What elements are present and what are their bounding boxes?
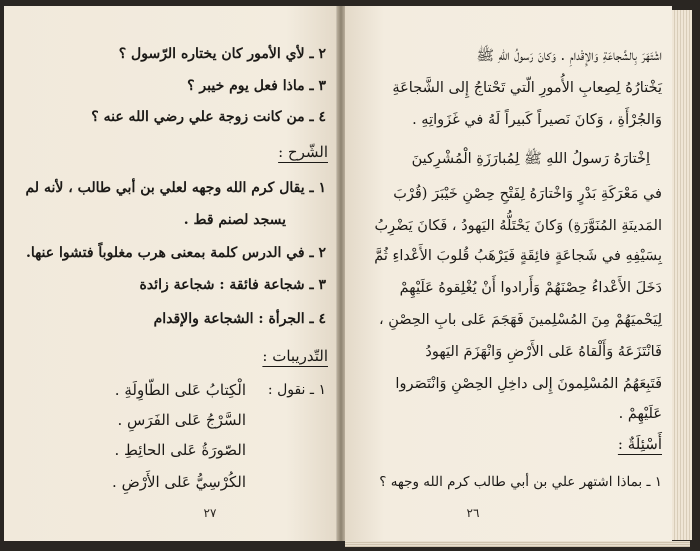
drills-heading: التّدريبات : <box>262 347 328 365</box>
questions-heading: أَسْئِلَةٌ : <box>617 435 662 453</box>
text-line-5: في مَعْرَكَةِ بَدْرٍ وَاخْتارَهُ لِفَتْحِ حِصْنِ خَيْبَرَ (قُرْبَ <box>393 186 662 202</box>
page-edges <box>672 10 692 540</box>
drill-sentence-2: السَّرْجُ عَلى الفَرَسِ . <box>117 411 246 429</box>
question-4: ٤ ـ من كانت زوجة علي رضي الله عنه ؟ <box>91 109 326 125</box>
page-edges-bottom <box>345 541 690 547</box>
drill-sentence-4: الكُرْسِيُّ عَلى الأَرْضِ . <box>112 473 246 491</box>
text-line-10: فَانْتَزَعَهُ وَأَلْقاهُ عَلى الأَرْضِ وَانْهَزَمَ اليَهودُ <box>425 344 662 360</box>
sharh-line-4: ٤ ـ الجرأة : الشجاعة والإقدام <box>153 311 326 327</box>
sharh-line-1-cont: يسجد لصنم قط . <box>183 212 286 228</box>
text-line-8: دَخَلَ الأَعْداءُ حِصْنَهُمْ وَأَرادوا أَنْ يُغْلِقوهُ عَلَيْهِمْ <box>399 280 662 296</box>
right-page <box>345 6 672 541</box>
drill-sentence-1: الْكِتابُ عَلى الطّاوِلَةِ . <box>114 381 246 399</box>
sharh-heading: الشّرح : <box>278 143 328 161</box>
sharh-line-2: ٢ ـ في الدرس كلمة بمعنى هرب مغلوباً فتشوا عنها. <box>25 245 326 261</box>
drill-sentence-3: الصّورَةُ عَلى الحائِطِ . <box>114 441 246 459</box>
sharh-line-3: ٣ ـ شجاعة فائقة : شجاعة زائدة <box>139 277 326 293</box>
text-line-6: المَدينَةِ المُنَوَّرَةِ) وَكانَ يَحْتَلُّهُ اليَهودُ ، فَكانَ يَضْرِبُ <box>374 218 662 234</box>
text-line-3: وَالجُرْأَةِ ، وَكانَ نَصيراً كَبيراً لَهُ في غَزَواتِهِ . <box>412 112 662 128</box>
drill-intro: ١ ـ نقول : <box>267 382 326 398</box>
text-line-11: فَتَبِعَهُمُ المُسْلِمونَ إِلى داخِلِ الحِصْنِ وَانْتَصَروا <box>395 376 662 392</box>
text-line-9: لِيَحْميَهُمْ مِنَ المُسْلِمينَ فَهَجَمَ عَلى بابِ الحِصْنِ ، <box>378 312 662 328</box>
page-number-left: ٢٧ <box>203 506 217 520</box>
text-line-1: اشْتَهَرَ بِالشَّجاعَةِ وَالإِقْدامِ . وَكانَ رَسولُ اللهِ ﷺ <box>476 48 662 64</box>
text-line-7: بِسَيْفِهِ في شَجاعَةٍ فائِقَةٍ فَيَرْهَبُ قُلوبَ الأَعْداءِ ثُمَّ <box>374 248 662 264</box>
left-page <box>4 6 337 541</box>
text-line-12: عَلَيْهِمْ . <box>618 406 662 422</box>
text-line-2: يَخْتارُهُ لِصِعابِ الأُمورِ الّتي تَحْتاجُ إِلى الشَّجاعَةِ <box>392 80 662 96</box>
page-number-right: ٢٦ <box>466 506 480 520</box>
sharh-line-1: ١ ـ يقال كرم الله وجهه لعلي بن أبي طالب ، لأنه لم <box>25 180 326 196</box>
text-line-4: اِخْتارَهُ رَسولُ اللهِ ﷺ لِمُبارَزَةِ الْمُشْرِكينَ <box>411 151 650 167</box>
question-2: ٢ ـ لأي الأمور كان يختاره الرّسول ؟ <box>118 46 326 62</box>
question-1: ١ ـ بماذا اشتهر علي بن أبي طالب كرم الله وجهه ؟ <box>379 474 662 490</box>
book-gutter <box>337 6 345 541</box>
question-3: ٣ ـ ماذا فعل يوم خيبر ؟ <box>187 78 326 94</box>
